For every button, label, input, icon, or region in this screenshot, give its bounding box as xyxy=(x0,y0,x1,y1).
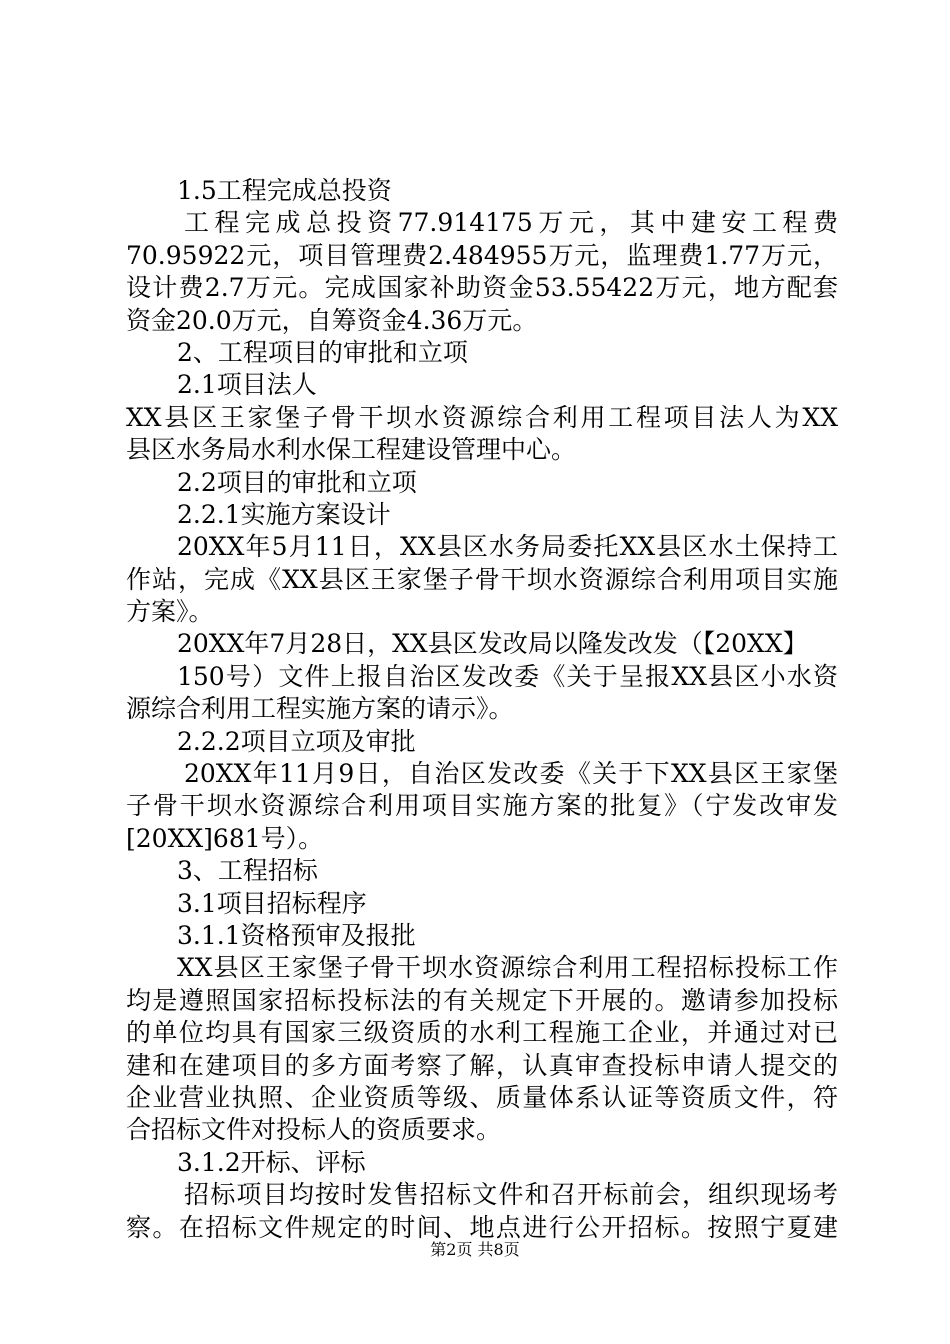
paragraph-line: 察。在招标文件规定的时间、地点进行公开招标。按照宁夏建 xyxy=(126,1212,838,1242)
paragraph-line: 作站，完成《XX县区王家堡子骨干坝水资源综合利用项目实施 xyxy=(126,564,838,594)
paragraph-line: 招标项目均按时发售招标文件和召开标前会，组织现场考 xyxy=(184,1180,838,1210)
paragraph-line: XX县区王家堡子骨干坝水资源综合利用工程项目法人为XX xyxy=(126,402,838,432)
paragraph-line: 资金20.0万元，自筹资金4.36万元。 xyxy=(126,305,538,335)
paragraph-line: 70.95922元，项目管理费2.484955万元，监理费1.77万元， xyxy=(126,240,838,270)
paragraph-line: 的单位均具有国家三级资质的水利工程施工企业，并通过对已 xyxy=(126,1018,838,1048)
paragraph-line: 县区水务局水利水保工程建设管理中心。 xyxy=(126,435,577,465)
heading-2-1: 2.1项目法人 xyxy=(177,370,317,400)
paragraph-line: XX县区王家堡子骨干坝水资源综合利用工程招标投标工作 xyxy=(177,953,838,983)
paragraph-line: 设计费2.7万元。完成国家补助资金53.55422万元，地方配套 xyxy=(126,273,838,303)
paragraph-line: 均是遵照国家招标投标法的有关规定下开展的。邀请参加投标 xyxy=(126,985,838,1015)
paragraph-line: 方案》。 xyxy=(126,597,214,627)
heading-1-5: 1.5工程完成总投资 xyxy=(177,176,392,205)
heading-3: 3、工程招标 xyxy=(177,856,318,886)
page-number-footer: 第2页 共8页 xyxy=(430,1240,520,1259)
heading-2-2: 2.2项目的审批和立项 xyxy=(177,467,417,497)
paragraph-line: [20XX]681号）。 xyxy=(126,823,324,853)
heading-3-1-2: 3.1.2开标、评标 xyxy=(177,1147,366,1177)
paragraph-line: 工程完成总投资77.914175万元，其中建安工程费 xyxy=(184,208,838,238)
heading-2: 2、工程项目的审批和立项 xyxy=(177,337,468,367)
heading-2-2-2: 2.2.2项目立项及审批 xyxy=(177,726,416,756)
heading-2-2-1: 2.2.1实施方案设计 xyxy=(177,499,391,529)
paragraph-line: 20XX年7月28日，XX县区发改局以隆发改发（【20XX】 xyxy=(177,629,808,659)
heading-3-1: 3.1项目招标程序 xyxy=(177,888,367,918)
paragraph-line: 合招标文件对投标人的资质要求。 xyxy=(126,1115,502,1145)
paragraph-line: 150号）文件上报自治区发改委《关于呈报XX县区小水资 xyxy=(177,661,838,691)
paragraph-line: 企业营业执照、企业资质等级、质量体系认证等资质文件，符 xyxy=(126,1082,838,1112)
paragraph-line: 建和在建项目的多方面考察了解，认真审查投标申请人提交的 xyxy=(126,1050,838,1080)
document-body xyxy=(126,175,838,1244)
paragraph-line: 20XX年11月9日，自治区发改委《关于下XX县区王家堡 xyxy=(184,759,838,789)
paragraph-line: 源综合利用工程实施方案的请示》。 xyxy=(126,694,514,724)
heading-3-1-1: 3.1.1资格预审及报批 xyxy=(177,920,416,950)
paragraph-line: 20XX年5月11日，XX县区水务局委托XX县区水土保持工 xyxy=(177,532,838,562)
paragraph-line: 子骨干坝水资源综合利用项目实施方案的批复》（宁发改审发 xyxy=(126,791,838,821)
